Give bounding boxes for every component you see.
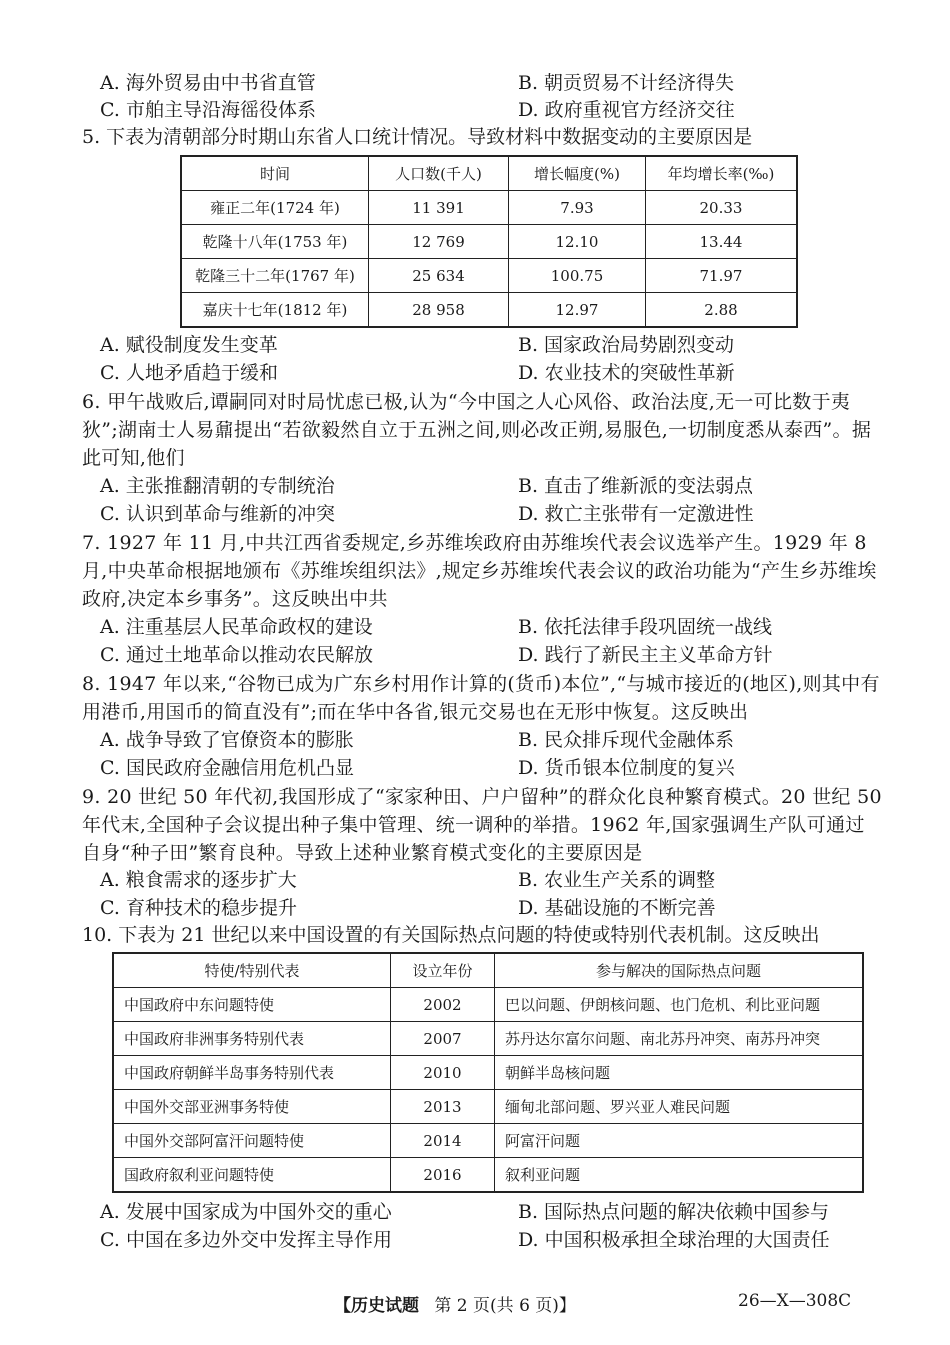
q8-option-a: A. 战争导致了官僚资本的膨胀 (100, 729, 354, 751)
table-cell: 嘉庆十七年(1812 年) (181, 293, 369, 328)
table-cell: 苏丹达尔富尔问题、南北苏丹冲突、南苏丹冲突 (495, 1022, 864, 1056)
table-row (113, 1090, 863, 1124)
q8-option-b: B. 民众排斥现代金融体系 (518, 729, 735, 751)
table-header-cell: 增长幅度(%) (509, 156, 646, 191)
q9-option-d: D. 基础设施的不断完善 (518, 897, 716, 919)
q8-stem: 8. 1947 年以来,“谷物已成为广东乡村用作计算的(货币)本位”,“与城市接近的(地区),则其中有用港币,用国币的简直没有”;而在华中各省,银元交易也在无形中恢复。这反映出 (82, 673, 880, 723)
q6-option-d: D. 救亡主张带有一定激进性 (518, 503, 754, 525)
q10-option-a: A. 发展中国家成为中国外交的重心 (100, 1201, 392, 1223)
table-cell: 雍正二年(1724 年) (181, 191, 369, 225)
q10-option-d: D. 中国积极承担全球治理的大国责任 (518, 1229, 830, 1251)
table-row (113, 1056, 863, 1090)
table-cell: 乾隆十八年(1753 年) (181, 225, 369, 259)
table-cell: 13.44 (646, 225, 798, 259)
q5-population-table (180, 155, 798, 328)
q5-option-b: B. 国家政治局势剧烈变动 (518, 334, 735, 356)
table-cell: 100.75 (509, 259, 646, 293)
table-cell: 中国政府中东问题特使 (113, 988, 391, 1022)
table-cell: 中国外交部亚洲事务特使 (113, 1090, 391, 1124)
table-cell: 20.33 (646, 191, 798, 225)
table-cell: 2013 (391, 1090, 495, 1124)
table-cell: 2010 (391, 1056, 495, 1090)
q10-option-b: B. 国际热点问题的解决依赖中国参与 (518, 1201, 830, 1223)
page-footer (334, 1291, 576, 1316)
table-cell: 朝鲜半岛核问题 (495, 1056, 864, 1090)
table-row (181, 293, 797, 328)
table-row (113, 1022, 863, 1056)
table-row (113, 988, 863, 1022)
table-cell: 国政府叙利亚问题特使 (113, 1158, 391, 1193)
q9-option-b: B. 农业生产关系的调整 (518, 869, 716, 891)
table-header-cell: 年均增长率(‰) (646, 156, 798, 191)
table-cell: 7.93 (509, 191, 646, 225)
table-cell: 乾隆三十二年(1767 年) (181, 259, 369, 293)
q7-option-d: D. 践行了新民主主义革命方针 (518, 644, 773, 666)
footer-page-number: 第 2 页(共 6 页)】 (434, 1296, 576, 1316)
q5-option-a: A. 赋役制度发生变革 (100, 334, 278, 356)
footer-title: 【历史试题 (334, 1296, 419, 1316)
table-header-cell: 特使/特别代表 (113, 953, 391, 988)
table-header-cell: 设立年份 (391, 953, 495, 988)
table-header-cell: 参与解决的国际热点问题 (495, 953, 864, 988)
q9-option-a: A. 粮食需求的逐步扩大 (100, 869, 297, 891)
q4-option-c: C. 市舶主导沿海徭役体系 (100, 99, 316, 121)
q10-option-c: C. 中国在多边外交中发挥主导作用 (100, 1229, 392, 1251)
table-cell: 巴以问题、伊朗核问题、也门危机、利比亚问题 (495, 988, 864, 1022)
table-cell: 12 769 (369, 225, 509, 259)
table-cell: 2002 (391, 988, 495, 1022)
table-cell: 阿富汗问题 (495, 1124, 864, 1158)
q7-stem: 7. 1927 年 11 月,中共江西省委规定,乡苏维埃政府由苏维埃代表会议选举产生。1929 年 8 月,中央革命根据地颁布《苏维埃组织法》,规定乡苏维埃代表会议的政治功能为“产生乡苏维埃政府,决定本乡事务”。这反映出中共 (82, 532, 877, 610)
table-row (181, 191, 797, 225)
q7-option-a: A. 注重基层人民革命政权的建设 (100, 616, 373, 638)
table-row (113, 1124, 863, 1158)
table-cell: 11 391 (369, 191, 509, 225)
q4-option-b: B. 朝贡贸易不计经济得失 (518, 72, 735, 94)
q5-option-d: D. 农业技术的突破性革新 (518, 362, 735, 384)
table-header-row (113, 953, 863, 988)
q10-envoy-table (112, 952, 864, 1193)
table-row (181, 259, 797, 293)
table-cell: 2.88 (646, 293, 798, 328)
q6-option-c: C. 认识到革命与维新的冲突 (100, 503, 335, 525)
table-cell: 28 958 (369, 293, 509, 328)
q6-stem: 6. 甲午战败后,谭嗣同对时局忧虑已极,认为“今中国之人心风俗、政治法度,无一可比数于夷狄”;湖南士人易鼐提出“若欲毅然自立于五洲之间,则必改正朔,易服色,一切制度悉从泰西”。据此可知,他们 (82, 391, 872, 469)
table-cell: 12.10 (509, 225, 646, 259)
table-cell: 25 634 (369, 259, 509, 293)
q6-option-b: B. 直击了维新派的变法弱点 (518, 475, 754, 497)
table-cell: 2014 (391, 1124, 495, 1158)
q8-option-d: D. 货币银本位制度的复兴 (518, 757, 735, 779)
table-row (113, 1158, 863, 1193)
table-cell: 中国外交部阿富汗问题特使 (113, 1124, 391, 1158)
q8-option-c: C. 国民政府金融信用危机凸显 (100, 757, 354, 779)
table-cell: 中国政府非洲事务特别代表 (113, 1022, 391, 1056)
q5-option-c: C. 人地矛盾趋于缓和 (100, 362, 278, 384)
q6-option-a: A. 主张推翻清朝的专制统治 (100, 475, 335, 497)
table-header-row (181, 156, 797, 191)
q7-option-b: B. 依托法律手段巩固统一战线 (518, 616, 773, 638)
q9-option-c: C. 育种技术的稳步提升 (100, 897, 297, 919)
table-row (181, 225, 797, 259)
q4-option-d: D. 政府重视官方经济交往 (518, 99, 735, 121)
table-header-cell: 人口数(千人) (369, 156, 509, 191)
q4-option-a: A. 海外贸易由中书省直管 (100, 72, 316, 94)
q5-stem: 5. 下表为清朝部分时期山东省人口统计情况。导致材料中数据变动的主要原因是 (82, 126, 753, 148)
table-cell: 叙利亚问题 (495, 1158, 864, 1193)
table-cell: 71.97 (646, 259, 798, 293)
footer-exam-code: 26—X—308C (738, 1291, 852, 1311)
table-header-cell: 时间 (181, 156, 369, 191)
q7-option-c: C. 通过土地革命以推动农民解放 (100, 644, 373, 666)
table-cell: 12.97 (509, 293, 646, 328)
q10-stem: 10. 下表为 21 世纪以来中国设置的有关国际热点问题的特使或特别代表机制。这反映出 (82, 924, 820, 946)
table-cell: 中国政府朝鲜半岛事务特别代表 (113, 1056, 391, 1090)
table-cell: 2007 (391, 1022, 495, 1056)
table-cell: 缅甸北部问题、罗兴亚人难民问题 (495, 1090, 864, 1124)
table-cell: 2016 (391, 1158, 495, 1193)
q9-stem: 9. 20 世纪 50 年代初,我国形成了“家家种田、户户留种”的群众化良种繁育模式。20 世纪 50 年代末,全国种子会议提出种子集中管理、统一调种的举措。1962 年,国家强调生产队可通过自身“种子田”繁育良种。导致上述种业繁育模式变化的主要原因是 (82, 786, 882, 864)
